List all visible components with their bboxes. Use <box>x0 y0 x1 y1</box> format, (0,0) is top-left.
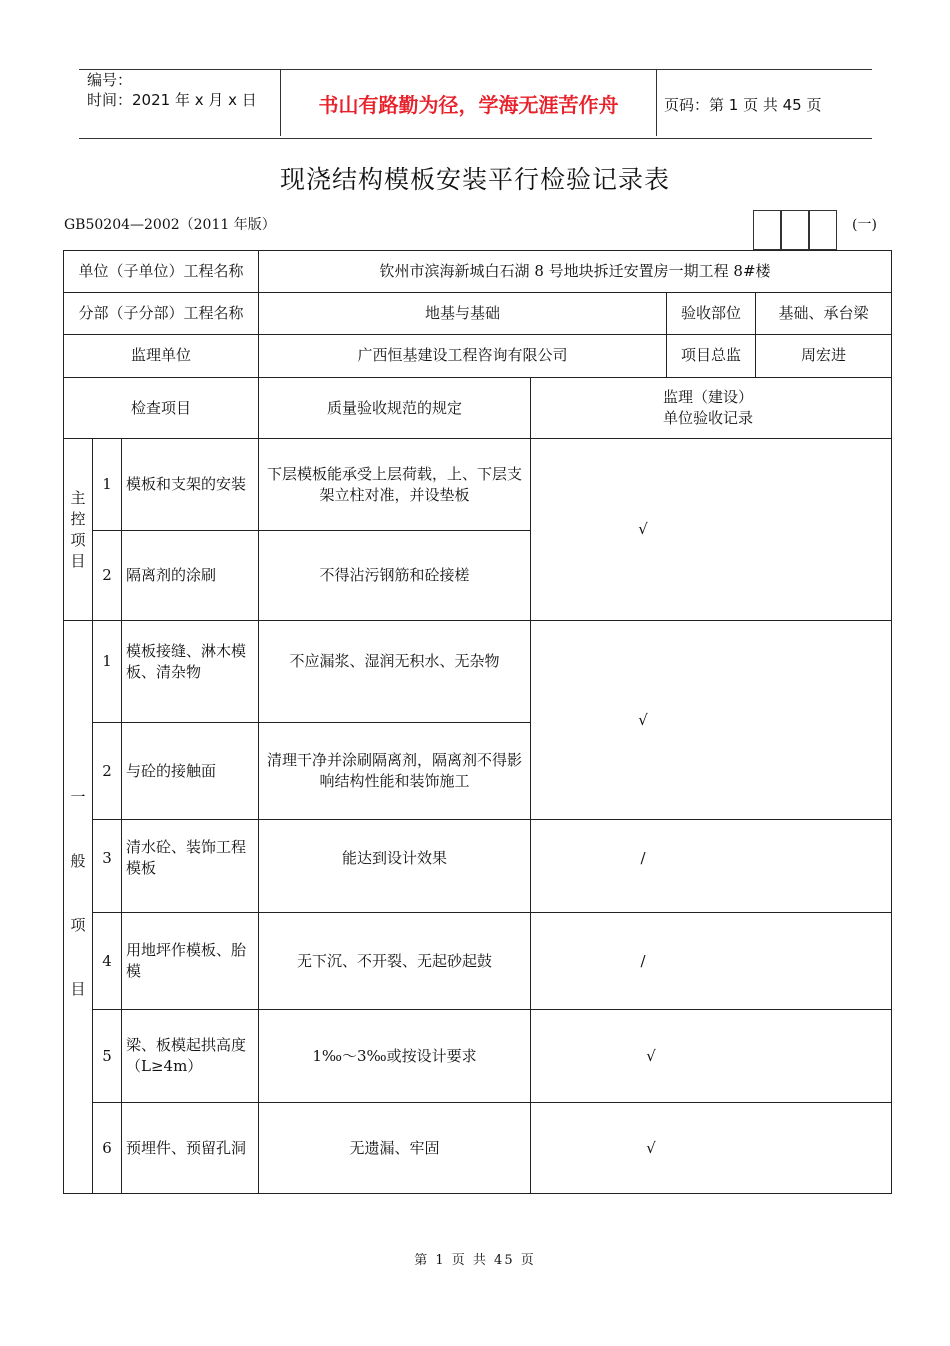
row-number: 1 <box>93 621 122 723</box>
inspection-table <box>63 250 892 1194</box>
general-char: 般 <box>70 852 86 870</box>
row-spec: 能达到设计效果 <box>259 820 531 913</box>
row-item: 预埋件、预留孔洞 <box>122 1103 259 1194</box>
general-char: 一 <box>70 788 86 806</box>
row-number: 2 <box>93 723 122 820</box>
page-title: 现浇结构模板安装平行检验记录表 <box>279 165 670 194</box>
chief-label: 项目总监 <box>667 335 756 378</box>
code-box-2 <box>781 210 809 250</box>
chief-value: 周宏进 <box>756 335 892 378</box>
accept-part-label: 验收部位 <box>667 293 756 335</box>
supervisor-value: 广西恒基建设工程咨询有限公司 <box>259 335 667 378</box>
supervisor-label: 监理单位 <box>64 335 259 378</box>
record-header-line1: 监理（建设） <box>663 388 754 406</box>
main-control-label <box>64 439 93 621</box>
row-number: 2 <box>93 531 122 621</box>
general-label <box>64 621 93 1194</box>
row-number: 3 <box>93 820 122 913</box>
number-label: 编号： <box>87 71 133 89</box>
time-label: 时间：2021 年 x 月 x 日 <box>87 91 257 109</box>
row-spec: 清理干净并涂刷隔离剂，隔离剂不得影响结构性能和装饰施工 <box>259 723 531 820</box>
document-header <box>79 69 872 139</box>
general-merged-record: √ <box>531 621 892 820</box>
row-number: 5 <box>93 1010 122 1103</box>
row-record: √ <box>531 1010 892 1103</box>
row-spec: 无遗漏、牢固 <box>259 1103 531 1194</box>
row-item: 与砼的接触面 <box>122 723 259 820</box>
main-control-char: 目 <box>70 551 86 570</box>
col-item-header: 检查项目 <box>64 378 259 439</box>
row-item: 模板接缝、淋木模板、清杂物 <box>122 621 259 723</box>
code-box-3 <box>809 210 837 250</box>
row-spec: 不得沾污钢筋和砼接槎 <box>259 531 531 621</box>
accept-part-value: 基础、承台梁 <box>756 293 892 335</box>
row-spec: 1‰～3‰或按设计要求 <box>259 1010 531 1103</box>
main-control-char: 控 <box>70 509 86 528</box>
row-number: 4 <box>93 913 122 1010</box>
row-spec: 无下沉、不开裂、无起砂起鼓 <box>259 913 531 1010</box>
row-spec: 下层模板能承受上层荷载，上、下层支架立柱对准，并设垫板 <box>259 439 531 531</box>
page-footer: 第 1 页 共 45 页 <box>414 1253 536 1268</box>
main-control-char: 主 <box>70 488 86 507</box>
standard-code: GB50204—2002（2011 年版） <box>64 217 276 233</box>
row-item: 隔离剂的涂刷 <box>122 531 259 621</box>
general-char: 目 <box>70 980 86 998</box>
row-record: √ <box>531 1103 892 1194</box>
main-control-char: 项 <box>70 530 86 549</box>
row-number: 1 <box>93 439 122 531</box>
project-label: 单位（子单位）工程名称 <box>64 251 259 293</box>
code-box-1 <box>753 210 781 250</box>
row-item: 模板和支架的安装 <box>122 439 259 531</box>
division-label: 分部（子分部）工程名称 <box>64 293 259 335</box>
row-record: / <box>531 820 892 913</box>
col-record-header <box>531 378 892 439</box>
row-spec: 不应漏浆、湿润无积水、无杂物 <box>259 621 531 723</box>
main-control-record: √ <box>531 439 892 621</box>
division-value: 地基与基础 <box>259 293 667 335</box>
row-record: / <box>531 913 892 1010</box>
slogan: 书山有路勤为径，学海无涯苦作舟 <box>280 70 657 136</box>
form-number: (一) <box>852 217 877 233</box>
general-char: 项 <box>70 916 86 934</box>
col-spec-header: 质量验收规范的规定 <box>259 378 531 439</box>
page-info: 页码：第 1 页 共 45 页 <box>664 95 822 114</box>
row-item: 清水砼、装饰工程模板 <box>122 820 259 913</box>
row-number: 6 <box>93 1103 122 1194</box>
row-item: 梁、板模起拱高度（L≥4m） <box>122 1010 259 1103</box>
project-value: 钦州市滨海新城白石湖 8 号地块拆迁安置房一期工程 8#楼 <box>259 251 892 293</box>
header-left <box>87 70 277 138</box>
row-item: 用地坪作模板、胎模 <box>122 913 259 1010</box>
record-header-line2: 单位验收记录 <box>663 409 754 427</box>
